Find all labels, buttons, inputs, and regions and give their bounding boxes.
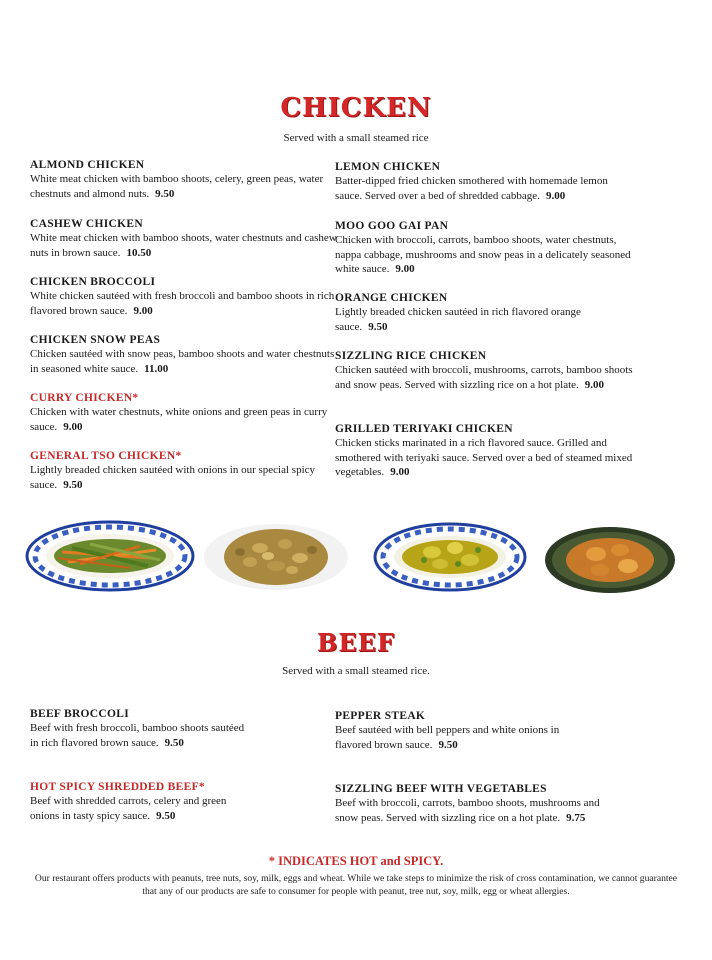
menu-item [30, 217, 340, 260]
menu-item [30, 707, 340, 750]
item-price: 9.00 [63, 420, 83, 433]
item-name: BEEF BROCCOLI [30, 708, 130, 720]
item-description: Batter-dipped fried chicken smothered with homemade lemon sauce. Served over a bed of shredded cabbage. 9.00 [335, 175, 608, 202]
item-price: 9.00 [395, 263, 415, 275]
chicken-subtitle: Served with a small steamed rice [283, 132, 429, 144]
menu-item [30, 391, 340, 434]
item-name: ALMOND CHICKEN [30, 159, 145, 171]
item-price: 9.50 [155, 187, 175, 200]
item-price: 11.00 [144, 362, 169, 375]
beef-section-title: BEEF [317, 628, 395, 657]
vegetable-stir-fry-dish-icon [27, 522, 193, 590]
item-description: Chicken with water chestnuts, white onions and green peas in curry sauce. 9.00 [30, 406, 328, 433]
item-description: Beef with fresh broccoli, bamboo shoots sautéed in rich flavored brown sauce. 9.50 [30, 722, 245, 749]
item-description: Lightly breaded chicken sautéed with onions in our special spicy sauce. 9.50 [30, 464, 316, 491]
item-description: Chicken with broccoli, carrots, bamboo shoots, water chestnuts, nappa cabbage, mushrooms and snow peas in a delicately seasoned white sauce. 9.00 [335, 234, 631, 275]
menu-item [30, 333, 340, 376]
menu-item [335, 422, 635, 480]
menu-item [335, 782, 635, 825]
item-price: 9.75 [566, 811, 586, 824]
item-name: ORANGE CHICKEN [335, 292, 448, 304]
item-price: 9.50 [156, 809, 176, 822]
item-name: CHICKEN SNOW PEAS [30, 334, 161, 346]
item-price: 9.50 [164, 736, 184, 749]
item-name: CASHEW CHICKEN [30, 218, 143, 230]
curry-chicken-dish-icon [375, 524, 525, 590]
beef-subtitle: Served with a small steamed rice. [282, 665, 430, 677]
item-price: 9.50 [368, 320, 388, 333]
item-description: Chicken sautéed with broccoli, mushrooms, carrots, bamboo shoots and snow peas. Served with sizzling rice on a hot plate. 9.00 [335, 364, 633, 391]
menu-item [335, 160, 635, 203]
item-description: White meat chicken with bamboo shoots, celery, green peas, water chestnuts and almond nuts. 9.50 [30, 173, 324, 200]
menu-item [30, 275, 340, 318]
item-description: Chicken sautéed with snow peas, bamboo shoots and water chestnuts in seasoned white sauce. 11.00 [30, 348, 335, 375]
item-name: CHICKEN BROCCOLI [30, 276, 156, 288]
item-name: SIZZLING RICE CHICKEN [335, 350, 487, 362]
food-photo-strip [0, 520, 712, 600]
menu-item [335, 291, 635, 334]
item-price: 9.00 [584, 378, 605, 391]
item-name: GENERAL TSO CHICKEN* [30, 450, 182, 462]
item-name: PEPPER STEAK [335, 710, 426, 722]
item-description: Beef sautéed with bell peppers and white onions in flavored brown sauce. 9.50 [335, 724, 560, 751]
menu-item [335, 349, 635, 392]
menu-item [335, 709, 635, 752]
menu-item [30, 449, 340, 492]
item-price: 9.00 [133, 304, 153, 317]
item-description: Lightly breaded chicken sautéed in rich flavored orange sauce. 9.50 [335, 306, 581, 333]
hot-spicy-note: * INDICATES HOT and SPICY. [268, 854, 444, 868]
item-name: HOT SPICY SHREDDED BEEF* [30, 781, 205, 793]
menu-item [30, 158, 340, 201]
item-price: 9.00 [390, 466, 410, 478]
item-description: White meat chicken with bamboo shoots, water chestnuts and cashew nuts in brown sauce. 10.50 [30, 232, 337, 259]
menu-item [335, 219, 635, 277]
allergy-disclaimer: Our restaurant offers products with peanuts, tree nuts, soy, milk, eggs and wheat. While we take steps to minimize the risk of cross contamination, we cannot guarantee that any of our products are safe to consumer for people with peanut, tree nut, soy, milk, egg or wheat allergies. [34, 873, 678, 897]
item-name: CURRY CHICKEN* [30, 392, 139, 404]
almond-chicken-dish-icon [204, 524, 348, 590]
item-description: Chicken sticks marinated in a rich flavored sauce. Grilled and smothered with teriyaki sauce. Served over a bed of steamed mixed vegetables. 9.00 [335, 437, 633, 478]
item-description: White chicken sautéed with fresh broccoli and bamboo shoots in rich flavored brown sauce. 9.00 [30, 290, 335, 317]
orange-chicken-dish-icon [545, 527, 675, 593]
item-price: 9.50 [63, 478, 83, 491]
item-price: 9.50 [438, 738, 458, 751]
item-name: GRILLED TERIYAKI CHICKEN [335, 423, 513, 435]
menu-item [30, 780, 340, 823]
item-description: Beef with broccoli, carrots, bamboo shoots, mushrooms and snow peas. Served with sizzling rice on a hot plate. 9.75 [335, 797, 600, 824]
chicken-section-title: CHICKEN [280, 93, 432, 123]
item-name: LEMON CHICKEN [335, 161, 441, 173]
item-price: 9.00 [545, 189, 566, 202]
item-description: Beef with shredded carrots, celery and green onions in tasty spicy sauce. 9.50 [30, 795, 227, 822]
item-name: SIZZLING BEEF WITH VEGETABLES [335, 783, 547, 795]
item-name: MOO GOO GAI PAN [335, 220, 449, 232]
item-price: 10.50 [126, 246, 152, 259]
